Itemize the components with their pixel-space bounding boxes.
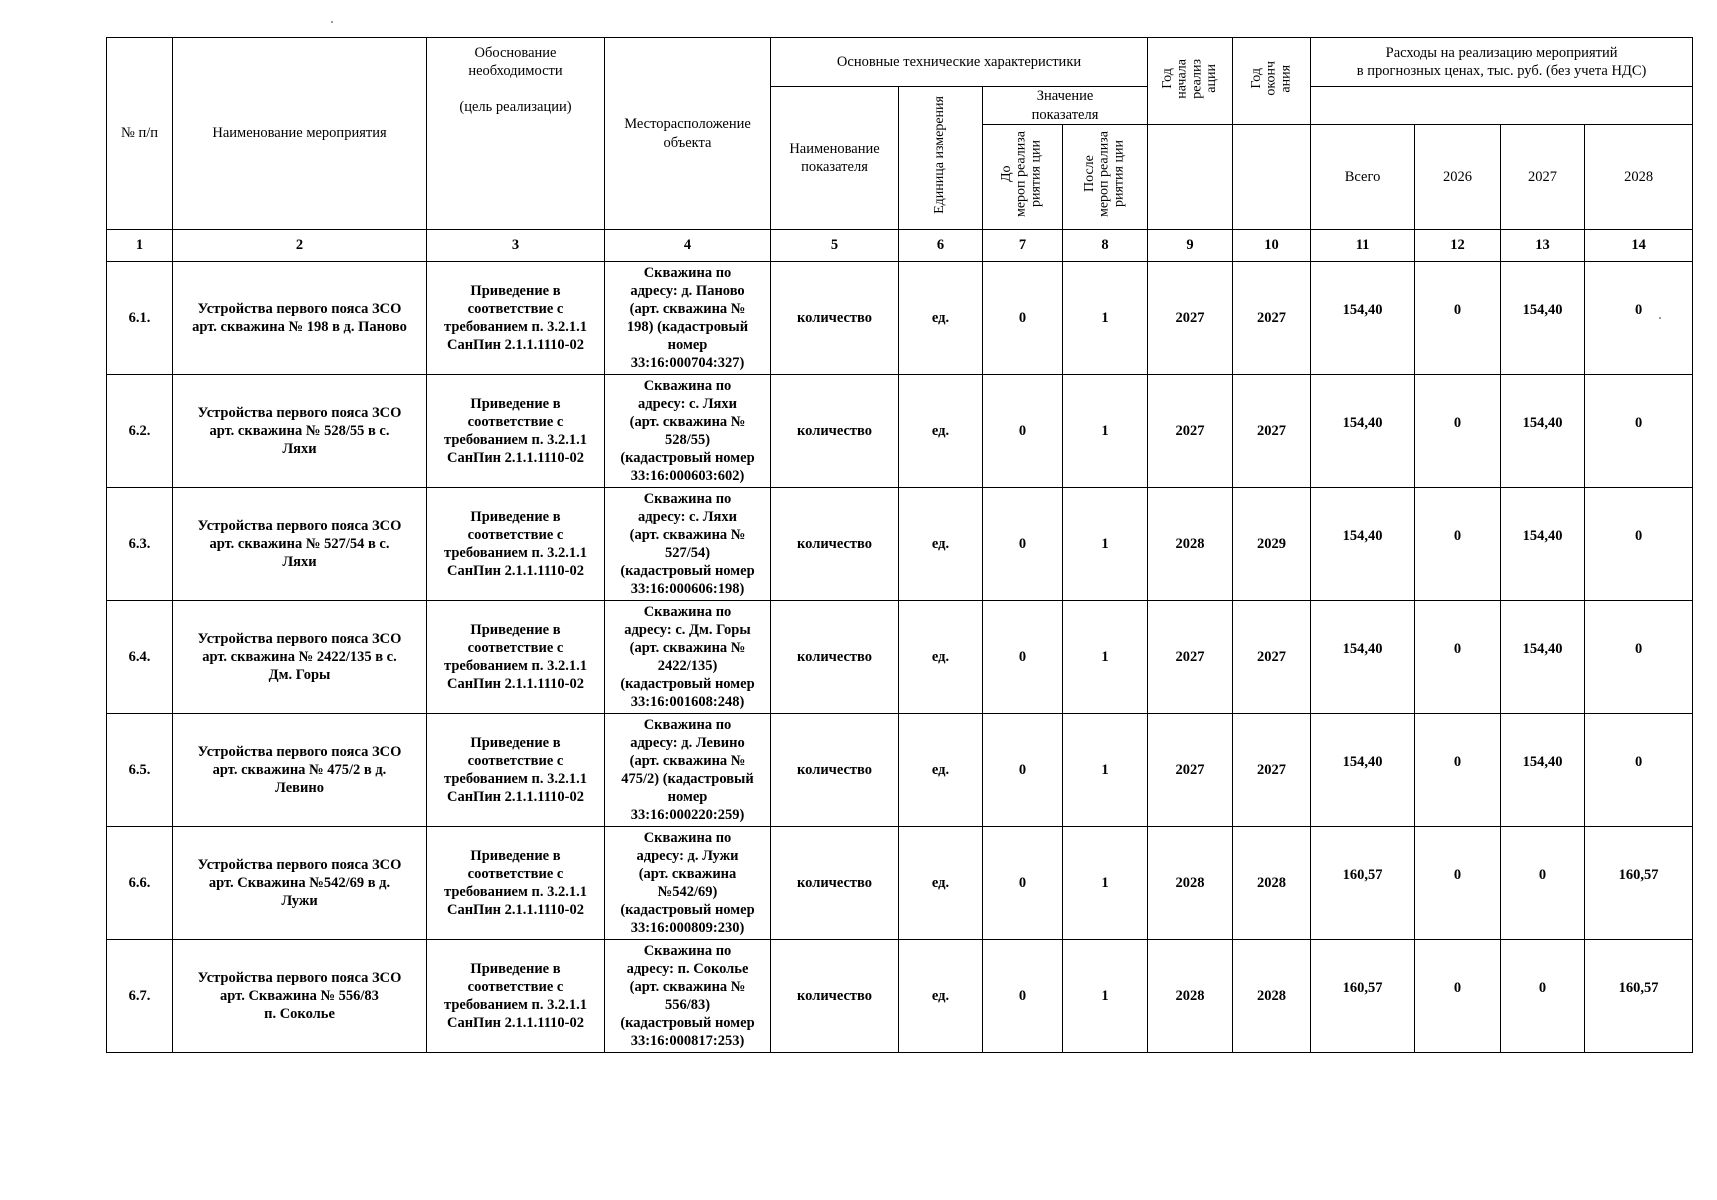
row-start-year: 2028 — [1175, 874, 1205, 891]
row-2027: 154,40 — [1522, 527, 1563, 544]
row-reason: Приведение в соответствие с требованием п. 3.2.1.1 СанПин 2.1.1.1110-02 — [444, 734, 587, 806]
row-indicator: количество — [796, 535, 873, 552]
row-before: 0 — [1018, 648, 1027, 665]
row-unit: ед. — [931, 422, 950, 439]
col-number: 12 — [1415, 230, 1501, 262]
row-start-year: 2027 — [1175, 761, 1205, 778]
row-name: Устройства первого пояса ЗСО арт. Скважина № 556/83 п. Сокольe — [197, 969, 402, 1023]
row-reason: Приведение в соответствие с требованием п. 3.2.1.1 СанПин 2.1.1.1110-02 — [444, 508, 587, 580]
row-start-year: 2028 — [1175, 535, 1205, 552]
row-2028: 0 — [1634, 527, 1643, 544]
row-total: 154,40 — [1342, 414, 1383, 431]
row-before: 0 — [1018, 422, 1027, 439]
row-before: 0 — [1018, 987, 1027, 1004]
row-number: 6.1. — [128, 309, 151, 326]
row-end-year: 2027 — [1257, 761, 1287, 778]
column-number-row — [107, 230, 1693, 262]
row-name: Устройства первого пояса ЗСО арт. скважина № 475/2 в д. Левино — [197, 743, 402, 797]
table-row — [107, 375, 1693, 488]
row-location: Скважина по адресу: с. Дм. Горы (арт. скважина № 2422/135) (кадастровый номер 33:16:001608:248) — [620, 603, 755, 711]
row-location: Скважина по адресу: д. Левино (арт. скважина № 475/2) (кадастровый номер 33:16:000220:259) — [621, 716, 754, 824]
row-2027: 154,40 — [1522, 640, 1563, 657]
row-reason: Приведение в соответствие с требованием п. 3.2.1.1 СанПин 2.1.1.1110-02 — [444, 395, 587, 467]
row-indicator: количество — [796, 648, 873, 665]
row-number: 6.2. — [128, 422, 151, 439]
row-indicator: количество — [796, 309, 873, 326]
row-end-year: 2027 — [1257, 648, 1287, 665]
row-after: 1 — [1101, 874, 1109, 891]
row-indicator: количество — [796, 987, 873, 1004]
row-unit: ед. — [931, 874, 950, 891]
row-indicator: количество — [796, 761, 873, 778]
row-after: 1 — [1101, 309, 1109, 326]
header-tech: Основные технические характеристики — [771, 38, 1148, 87]
col-number: 3 — [427, 230, 605, 262]
row-reason: Приведение в соответствие с требованием п. 3.2.1.1 СанПин 2.1.1.1110-02 — [444, 282, 587, 354]
row-after: 1 — [1101, 648, 1109, 665]
row-indicator: количество — [796, 422, 873, 439]
table-body — [107, 262, 1693, 1053]
row-name: Устройства первого пояса ЗСО арт. скважина № 2422/135 в с. Дм. Горы — [197, 630, 402, 684]
row-total: 160,57 — [1342, 979, 1383, 996]
row-number: 6.5. — [128, 761, 151, 778]
header-reason: Обоснование необходимости (цель реализации) — [459, 45, 572, 116]
row-start-year: 2027 — [1175, 422, 1205, 439]
row-after: 1 — [1101, 422, 1109, 439]
col-number: 10 — [1233, 230, 1311, 262]
row-2026: 0 — [1453, 414, 1462, 431]
row-2027: 154,40 — [1522, 414, 1563, 431]
col-number: 2 — [173, 230, 427, 262]
header-costs: Расходы на реализацию мероприятий в прогнозных ценах, тыс. руб. (без учета НДС) — [1356, 44, 1647, 79]
header-2026: 2026 — [1415, 125, 1501, 230]
header-costs-spacer — [1311, 87, 1693, 125]
row-indicator: количество — [796, 874, 873, 891]
row-2028: 0 — [1634, 753, 1643, 770]
header-location: Месторасположение объекта — [624, 116, 751, 151]
scan-speck — [1659, 317, 1661, 319]
row-after: 1 — [1101, 761, 1109, 778]
row-location: Скважина по адресу: с. Ляхи (арт. скважина № 528/55) (кадастровый номер 33:16:000603:602) — [620, 377, 755, 485]
row-total: 154,40 — [1342, 527, 1383, 544]
row-unit: ед. — [931, 987, 950, 1004]
row-name: Устройства первого пояса ЗСО арт. скважина № 527/54 в с. Ляхи — [197, 517, 402, 571]
row-location: Скважина по адресу: п. Сокольe (арт. скважина № 556/83) (кадастровый номер 33:16:000817:253) — [620, 942, 755, 1050]
row-number: 6.3. — [128, 535, 151, 552]
header-name: Наименование мероприятия — [173, 38, 427, 230]
row-2028: 160,57 — [1618, 866, 1659, 883]
row-end-year: 2028 — [1257, 987, 1287, 1004]
row-2026: 0 — [1453, 527, 1462, 544]
header-end-year: Год оконч ания — [1248, 61, 1293, 96]
row-2026: 0 — [1453, 753, 1462, 770]
row-unit: ед. — [931, 309, 950, 326]
row-before: 0 — [1018, 874, 1027, 891]
row-start-year: 2028 — [1175, 987, 1205, 1004]
row-number: 6.6. — [128, 874, 151, 891]
row-reason: Приведение в соответствие с требованием п. 3.2.1.1 СанПин 2.1.1.1110-02 — [444, 621, 587, 693]
row-before: 0 — [1018, 309, 1027, 326]
row-end-year: 2028 — [1257, 874, 1287, 891]
header-indicator-value: Значение показателя — [1031, 88, 1099, 123]
header-2027: 2027 — [1501, 125, 1585, 230]
row-after: 1 — [1101, 987, 1109, 1004]
row-2027: 154,40 — [1522, 753, 1563, 770]
row-2026: 0 — [1453, 979, 1462, 996]
row-2026: 0 — [1453, 866, 1462, 883]
col-number: 1 — [107, 230, 173, 262]
header-num: № п/п — [107, 38, 173, 230]
col-number: 7 — [983, 230, 1063, 262]
header-start-year: Год начала реализ ации — [1159, 58, 1219, 99]
row-2026: 0 — [1453, 640, 1462, 657]
row-2027: 154,40 — [1522, 301, 1563, 318]
row-location: Скважина по адресу: с. Ляхи (арт. скважина № 527/54) (кадастровый номер 33:16:000606:198) — [620, 490, 755, 598]
row-2026: 0 — [1453, 301, 1462, 318]
col-number: 6 — [899, 230, 983, 262]
header-total: Всего — [1311, 125, 1415, 230]
col-number: 5 — [771, 230, 899, 262]
table-row — [107, 940, 1693, 1053]
header-before: До мероп реализа риятия ции — [999, 131, 1044, 218]
table-row — [107, 262, 1693, 375]
header-2028: 2028 — [1585, 125, 1693, 230]
row-number: 6.4. — [128, 648, 151, 665]
row-start-year: 2027 — [1175, 648, 1205, 665]
measures-table — [106, 37, 1693, 1053]
row-total: 154,40 — [1342, 753, 1383, 770]
row-location: Скважина по адресу: д. Лужи (арт. скважина №542/69) (кадастровый номер 33:16:000809:230) — [620, 829, 755, 937]
row-before: 0 — [1018, 761, 1027, 778]
col-number: 13 — [1501, 230, 1585, 262]
row-reason: Приведение в соответствие с требованием п. 3.2.1.1 СанПин 2.1.1.1110-02 — [444, 847, 587, 919]
row-unit: ед. — [931, 535, 950, 552]
row-number: 6.7. — [128, 987, 151, 1004]
row-after: 1 — [1101, 535, 1109, 552]
row-end-year: 2027 — [1257, 309, 1287, 326]
table-row — [107, 714, 1693, 827]
col-number: 11 — [1311, 230, 1415, 262]
row-name: Устройства первого пояса ЗСО арт. скважина № 198 в д. Паново — [192, 300, 407, 335]
header-after: После мероп реализа риятия ции — [1081, 131, 1127, 218]
col-number: 4 — [605, 230, 771, 262]
row-total: 154,40 — [1342, 640, 1383, 657]
col-number: 8 — [1063, 230, 1148, 262]
col-number: 9 — [1148, 230, 1233, 262]
row-name: Устройства первого пояса ЗСО арт. Скважина №542/69 в д. Лужи — [197, 856, 402, 910]
row-total: 160,57 — [1342, 866, 1383, 883]
col-number: 14 — [1585, 230, 1693, 262]
row-2027: 0 — [1538, 866, 1547, 883]
row-before: 0 — [1018, 535, 1027, 552]
row-end-year: 2027 — [1257, 422, 1287, 439]
row-location: Скважина по адресу: д. Паново (арт. скважина № 198) (кадастровый номер 33:16:000704:327) — [626, 264, 749, 372]
scan-speck — [331, 21, 333, 23]
row-2028: 0 — [1634, 640, 1643, 657]
row-name: Устройства первого пояса ЗСО арт. скважина № 528/55 в с. Ляхи — [197, 404, 402, 458]
row-2028: 0 — [1634, 301, 1643, 318]
row-2027: 0 — [1538, 979, 1547, 996]
document-sheet — [106, 37, 1693, 1053]
row-unit: ед. — [931, 648, 950, 665]
row-2028: 160,57 — [1618, 979, 1659, 996]
row-unit: ед. — [931, 761, 950, 778]
row-start-year: 2027 — [1175, 309, 1205, 326]
row-total: 154,40 — [1342, 301, 1383, 318]
header-unit: Единица измерения — [932, 96, 948, 215]
row-end-year: 2029 — [1257, 535, 1287, 552]
table-row — [107, 488, 1693, 601]
row-reason: Приведение в соответствие с требованием п. 3.2.1.1 СанПин 2.1.1.1110-02 — [444, 960, 587, 1032]
header-end-spacer — [1233, 125, 1311, 230]
table-row — [107, 601, 1693, 714]
header-start-spacer — [1148, 125, 1233, 230]
header-indicator-name: Наименование показателя — [789, 140, 880, 175]
row-2028: 0 — [1634, 414, 1643, 431]
table-row — [107, 827, 1693, 940]
